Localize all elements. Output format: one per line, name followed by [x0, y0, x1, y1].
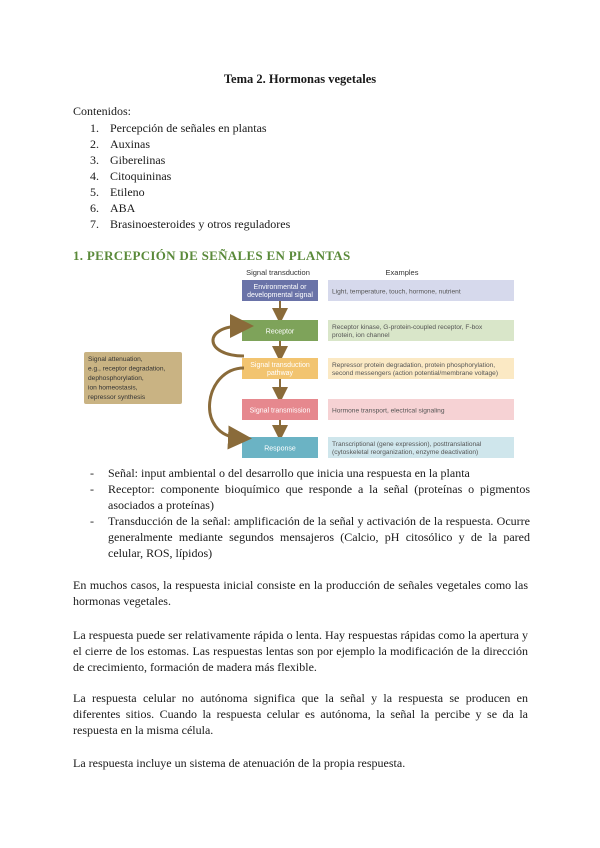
list-item: 6. ABA: [90, 201, 136, 215]
diagram-col-examples: Examples: [385, 268, 419, 277]
step-label: Environmental or: [253, 284, 307, 291]
definitions-list: [90, 465, 530, 561]
feedback-arrow-receptor: [213, 326, 244, 356]
step-label: developmental signal: [247, 292, 313, 299]
list-item: 4. Citoquininas: [90, 169, 172, 183]
list-item: - Señal: input ambiental o del desarrollo que inicia una respuesta en la planta: [90, 466, 470, 480]
step-label: Response: [264, 445, 296, 453]
example-text: Transcriptional (gene expression), posttranslational: [332, 441, 482, 448]
diagram-col-signal: Signal transduction: [246, 268, 310, 277]
diagram-step-1: [242, 280, 514, 301]
paragraph: La respuesta puede ser relativamente rápida o lenta. Hay respuestas rápidas como la apertura y el cierre de los estomas. Las respuestas lentas son por ejemplo la modificación de la dirección de crecimiento, formación de madera más flexible.: [73, 628, 528, 674]
example-text: Repressor protein degradation, protein phosphorylation,: [332, 362, 496, 369]
contents-label: Contenidos:: [73, 104, 132, 118]
attenuation-text: repressor synthesis: [88, 394, 146, 401]
diagram-step-5: [242, 437, 514, 458]
step-label: pathway: [266, 370, 294, 377]
example-text: (cytoskeletal reorganization, enzyme deactivation): [332, 449, 479, 456]
diagram-step-2: [242, 320, 514, 341]
step-label: Signal transmission: [249, 407, 311, 415]
list-item: 3. Giberelinas: [90, 153, 166, 167]
example-text: Receptor kinase, G-protein-coupled receptor, F-box: [332, 324, 483, 331]
section-heading: 1. PERCEPCIÓN DE SEÑALES EN PLANTAS: [73, 248, 351, 263]
signal-attenuation-box: [84, 352, 182, 404]
step-label: Signal transduction: [250, 362, 310, 369]
page-title: Tema 2. Hormonas vegetales: [223, 72, 377, 86]
example-text: second messengers (action potential/membrane voltage): [332, 370, 499, 377]
attenuation-text: e.g., receptor degradation,: [88, 365, 166, 373]
diagram-step-3: [242, 358, 514, 379]
feedback-arrow-response: [210, 368, 244, 438]
paragraph: La respuesta incluye un sistema de atenuación de la propia respuesta.: [73, 756, 406, 770]
paragraph: La respuesta celular no autónoma significa que la señal y la respuesta se producen en diferentes sitios. Cuando la respuesta celular es autónoma, la señal la percibe y se da la respuesta en la misma célula.: [73, 691, 528, 737]
step-label: Receptor: [265, 328, 295, 336]
list-item: 1. Percepción de señales en plantas: [90, 121, 267, 135]
diagram-step-4: [242, 399, 514, 420]
list-item: 5. Etileno: [90, 185, 145, 199]
example-text: Hormone transport, electrical signaling: [332, 407, 445, 415]
list-item: - Receptor: componente bioquímico que responde a la señal (proteínas o pigmentos asociados a proteínas): [90, 482, 530, 512]
paragraph: En muchos casos, la respuesta inicial consiste en la producción de señales vegetales como las hormonas vegetales.: [73, 578, 528, 608]
example-text: Light, temperature, touch, hormone, nutrient: [332, 288, 461, 296]
attenuation-text: ion homeostasis,: [88, 384, 138, 392]
attenuation-text: dephosphorylation,: [88, 375, 144, 382]
list-item: 2. Auxinas: [90, 137, 150, 151]
example-text: protein, ion channel: [332, 332, 390, 339]
list-item: 7. Brasinoesteroides y otros reguladores: [90, 217, 291, 231]
attenuation-text: Signal attenuation,: [88, 356, 143, 363]
list-item: - Transducción de la señal: amplificación de la señal y activación de la respuesta. Ocurre generalmente mediante segundos mensajeros (Calcio, pH citosólico y de la pared celular, ROS, lípidos): [90, 514, 530, 560]
contents-list: [90, 120, 290, 232]
signal-transduction-diagram: [84, 266, 516, 462]
